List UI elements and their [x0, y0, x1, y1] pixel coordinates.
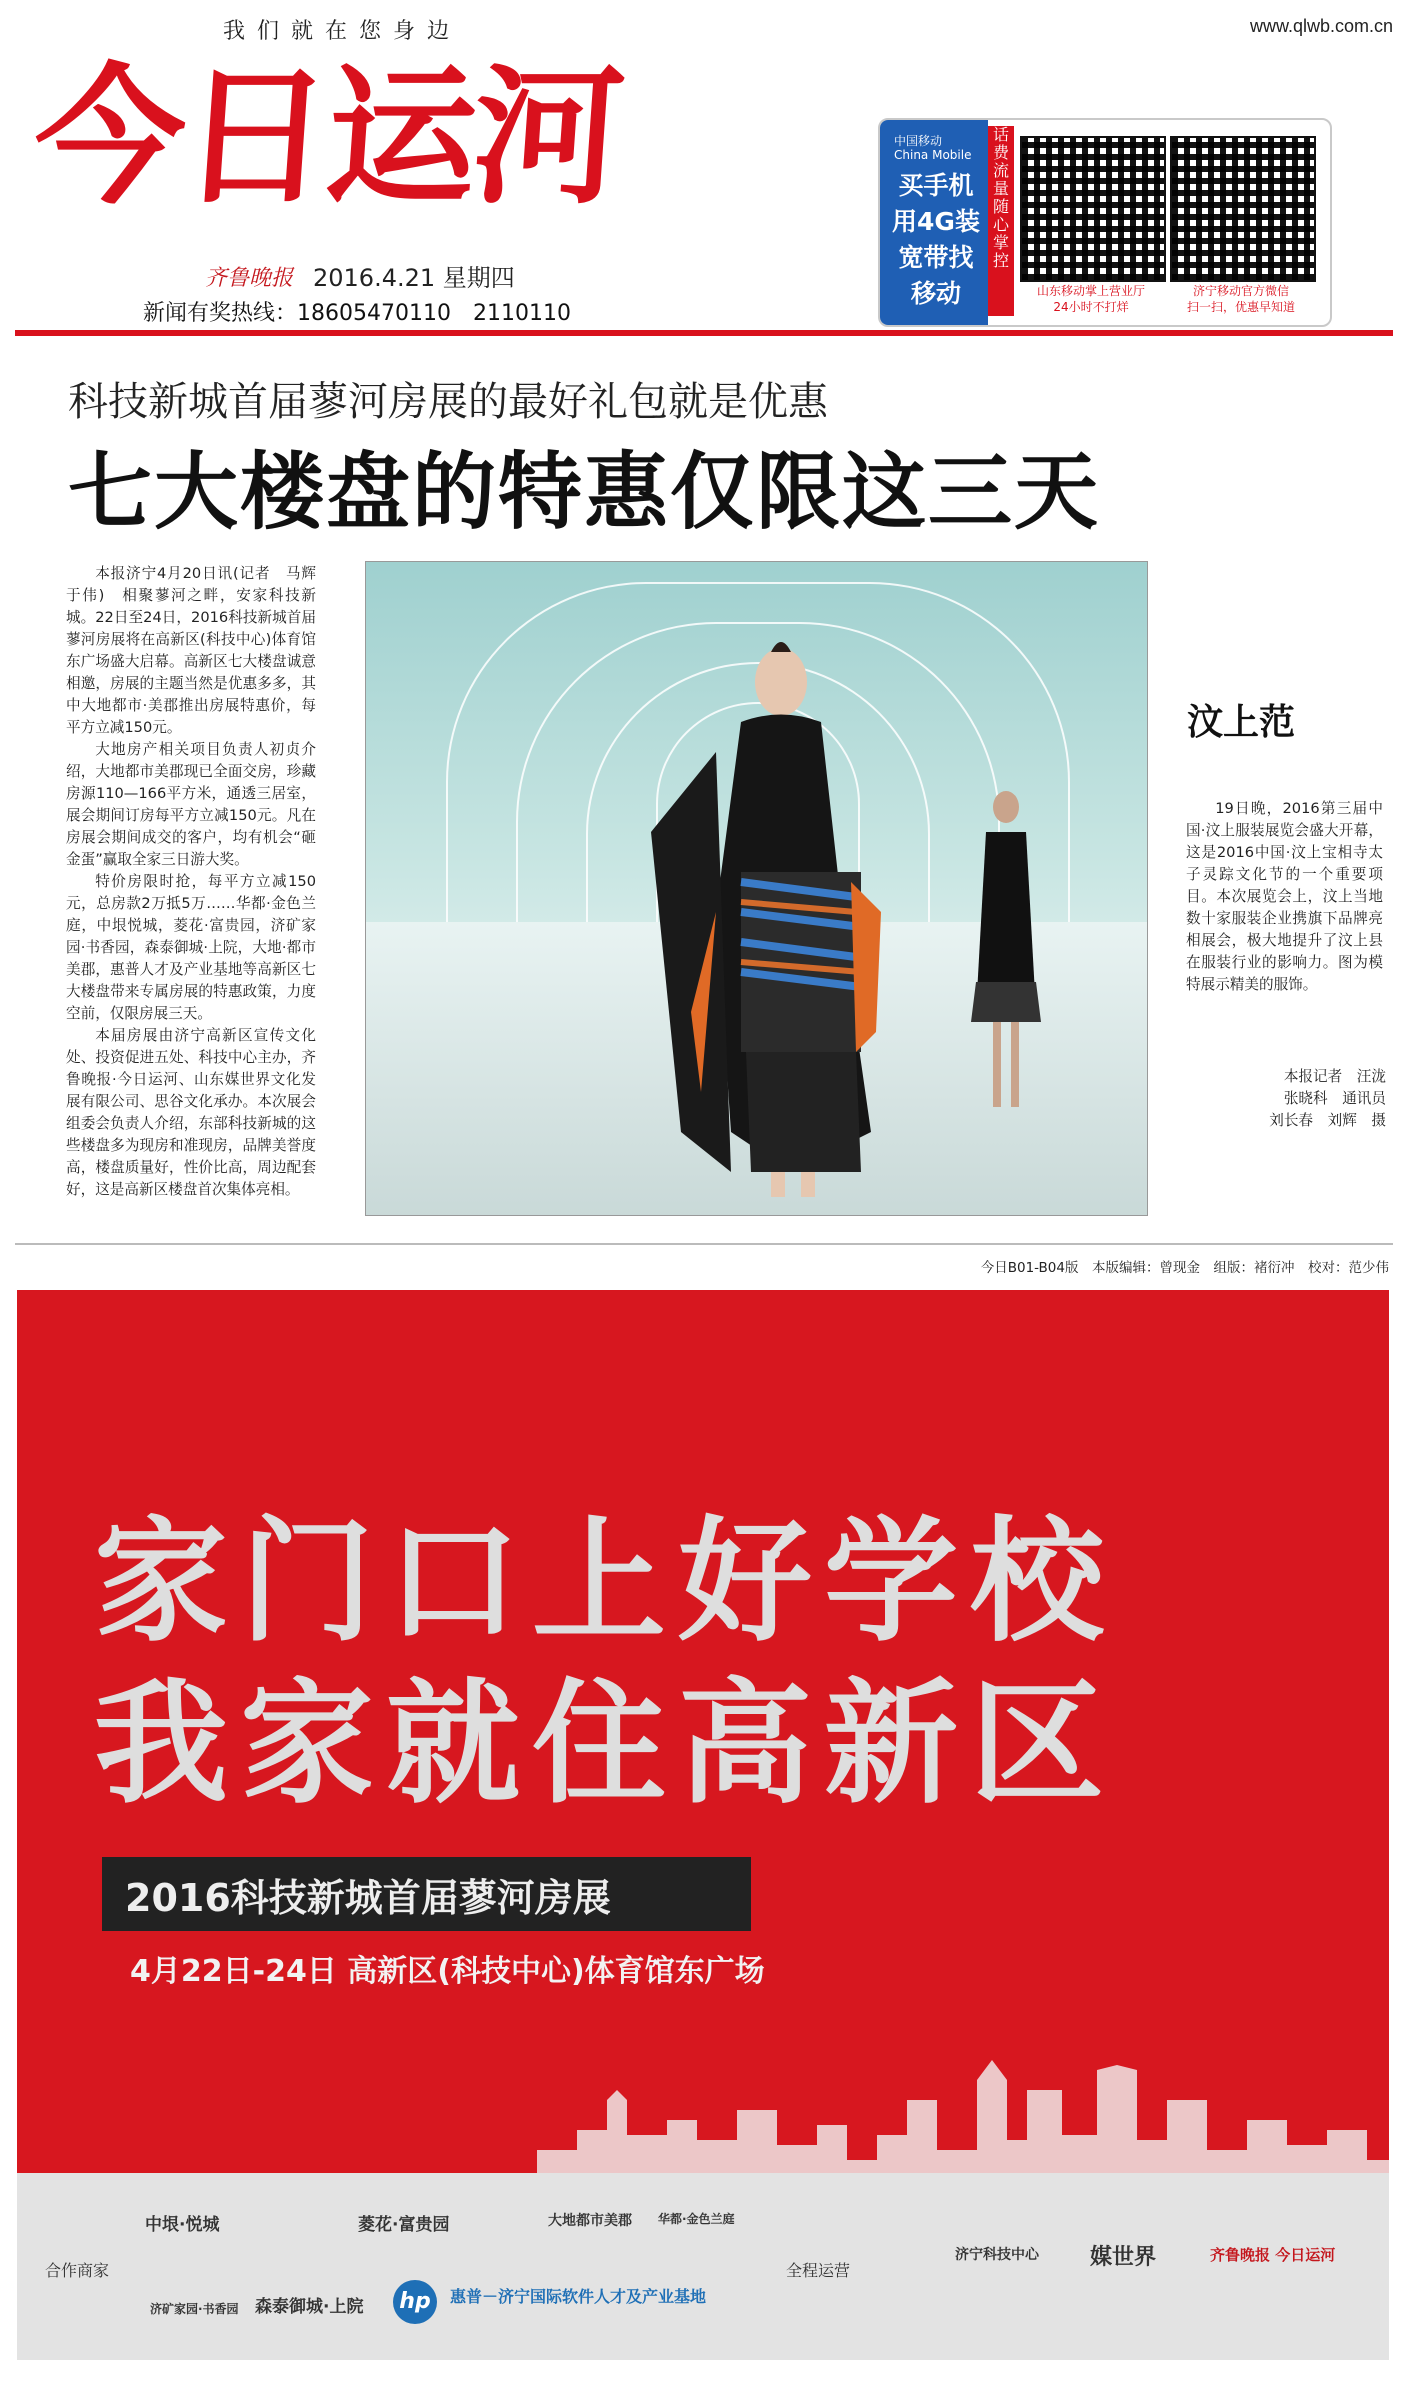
qr-caption: 济宁移动官方微信 扫一扫，优惠早知道 [1186, 284, 1295, 314]
fashion-show-photo[interactable] [365, 561, 1148, 1216]
expo-title: 2016科技新城首届蓼河房展 [125, 1876, 611, 1920]
qr-caption: 山东移动掌上营业厅 24小时不打烊 [1036, 284, 1145, 314]
hotline: 新闻有奖热线：18605470110 2110110 [143, 301, 571, 326]
partner-logo[interactable]: 菱花·富贵园 [358, 2215, 450, 2235]
masthead-title: 今日运河 [28, 49, 626, 225]
fashion-title: 汶上范 [1187, 702, 1296, 743]
qr-code-icon[interactable] [1020, 136, 1166, 282]
page-info: 今日B01-B04版 本版编辑：曾现金 组版：褚衍冲 校对：范少伟 [980, 1260, 1389, 1276]
hp-logo-icon: hp [393, 2280, 437, 2324]
issue-date: 2016.4.21 星期四 [313, 264, 515, 292]
header-divider [15, 330, 1393, 336]
slogan: 我们就在您身边 [223, 19, 462, 44]
operator-logo[interactable]: 齐鲁晚报 今日运河 [1210, 2246, 1336, 2264]
partner-logo[interactable]: 大地都市美郡 [548, 2213, 632, 2229]
article-paragraph: 本届房展由济宁高新区宣传文化处、投资促进五处、科技中心主办，齐鲁晚报·今日运河、山东媒世界文化发展有限公司、思谷文化承办。本次展会组委会负责人介绍，东部科技新城的这些楼盘多为现房和准现房，品牌美誉度高，楼盘质量好，性价比高，周边配套好，这是高新区楼盘首次集体亮相。 [66, 1027, 316, 1198]
china-mobile-logo: 中国移动 China Mobile [894, 134, 972, 162]
operators-label: 全程运营 [786, 2261, 851, 2280]
ad-headline-line1: 家门口上好学校 [94, 1504, 1117, 1660]
model-figure [621, 612, 921, 1202]
fashion-paragraph: 19日晚，2016第三届中国·汶上服装展览会盛大开幕，这是2016中国·汶上宝相寺太子灵踪文化节的一个重要项目。本次展览会上，汶上当地数十家服装企业携旗下品牌亮相展会，极大地提升了汶上县在服装行业的影响力。图为模特展示精美的服饰。 [1186, 800, 1383, 993]
partner-logo[interactable]: 中垠·悦城 [145, 2215, 220, 2235]
article-headline[interactable]: 七大楼盘的特惠仅限这三天 [68, 443, 1101, 541]
partner-logo[interactable]: 华都·金色兰庭 [658, 2212, 735, 2226]
article-paragraph: 大地房产相关项目负责人初贞介绍，大地都市美郡现已全面交房，珍藏房源110—166平方米，通透三居室，展会期间订房每平方立减150元。凡在房展会期间成交的客户，均有机会“砸金蛋”赢取全家三日游大奖。 [66, 741, 316, 868]
city-skyline [17, 2040, 1389, 2175]
site-url[interactable]: www.qlwb.com.cn [1249, 16, 1393, 36]
ad-slogan: 买手机用4G装宽带找移动 [892, 171, 980, 308]
model-figure [966, 782, 1046, 1112]
paper-name: 齐鲁晚报 [205, 266, 294, 291]
partners-label: 合作商家 [45, 2261, 110, 2280]
photo-credit: 本报记者 汪泷 张晓科 通讯员 刘长春 刘辉 摄 [1269, 1068, 1386, 1129]
ad-strip: 话费流量随心掌控 [988, 126, 1014, 316]
china-mobile-ad[interactable] [878, 118, 1332, 327]
operator-logo[interactable]: 媒世界 [1090, 2245, 1157, 2270]
ad-headline-line2: 我家就住高新区 [94, 1666, 1117, 1822]
partner-logo[interactable]: 惠普－济宁国际软件人才及产业基地 [450, 2287, 707, 2306]
partner-logo[interactable]: 济矿家园·书香园 [150, 2302, 239, 2316]
qr-code-icon[interactable] [1170, 136, 1316, 282]
sponsor-bar [17, 2173, 1389, 2360]
operator-logo[interactable]: 济宁科技中心 [955, 2247, 1039, 2263]
fashion-caption [1186, 798, 1383, 996]
section-divider [15, 1243, 1393, 1245]
ad-blue-panel [880, 120, 988, 325]
article-body [66, 563, 331, 1201]
article-subhead: 科技新城首届蓼河房展的最好礼包就是优惠 [68, 379, 828, 425]
article-paragraph: 特价房限时抢，每平方立减150元，总房款2万抵5万……华都·金色兰庭，中垠悦城，菱花·富贵园，济矿家园·书香园，森泰御城·上院，大地·都市美郡，惠普人才及产业基地等高新区七大楼盘带来专属房展的特惠政策，力度空前，仅限房展三天。 [66, 873, 316, 1022]
partner-logo[interactable]: 森泰御城·上院 [255, 2297, 364, 2317]
article-paragraph: 本报济宁4月20日讯(记者 马辉 于伟) 相聚蓼河之畔，安家科技新城。22日至24日，2016科技新城首届蓼河房展将在高新区(科技中心)体育馆东广场盛大启幕。高新区七大楼盘诚意相邀，房展的主题当然是优惠多多，其中大地都市·美郡推出房展特惠价，每平方立减150元。 [66, 565, 331, 736]
expo-date-place: 4月22日-24日 高新区(科技中心)体育馆东广场 [130, 1954, 765, 1989]
